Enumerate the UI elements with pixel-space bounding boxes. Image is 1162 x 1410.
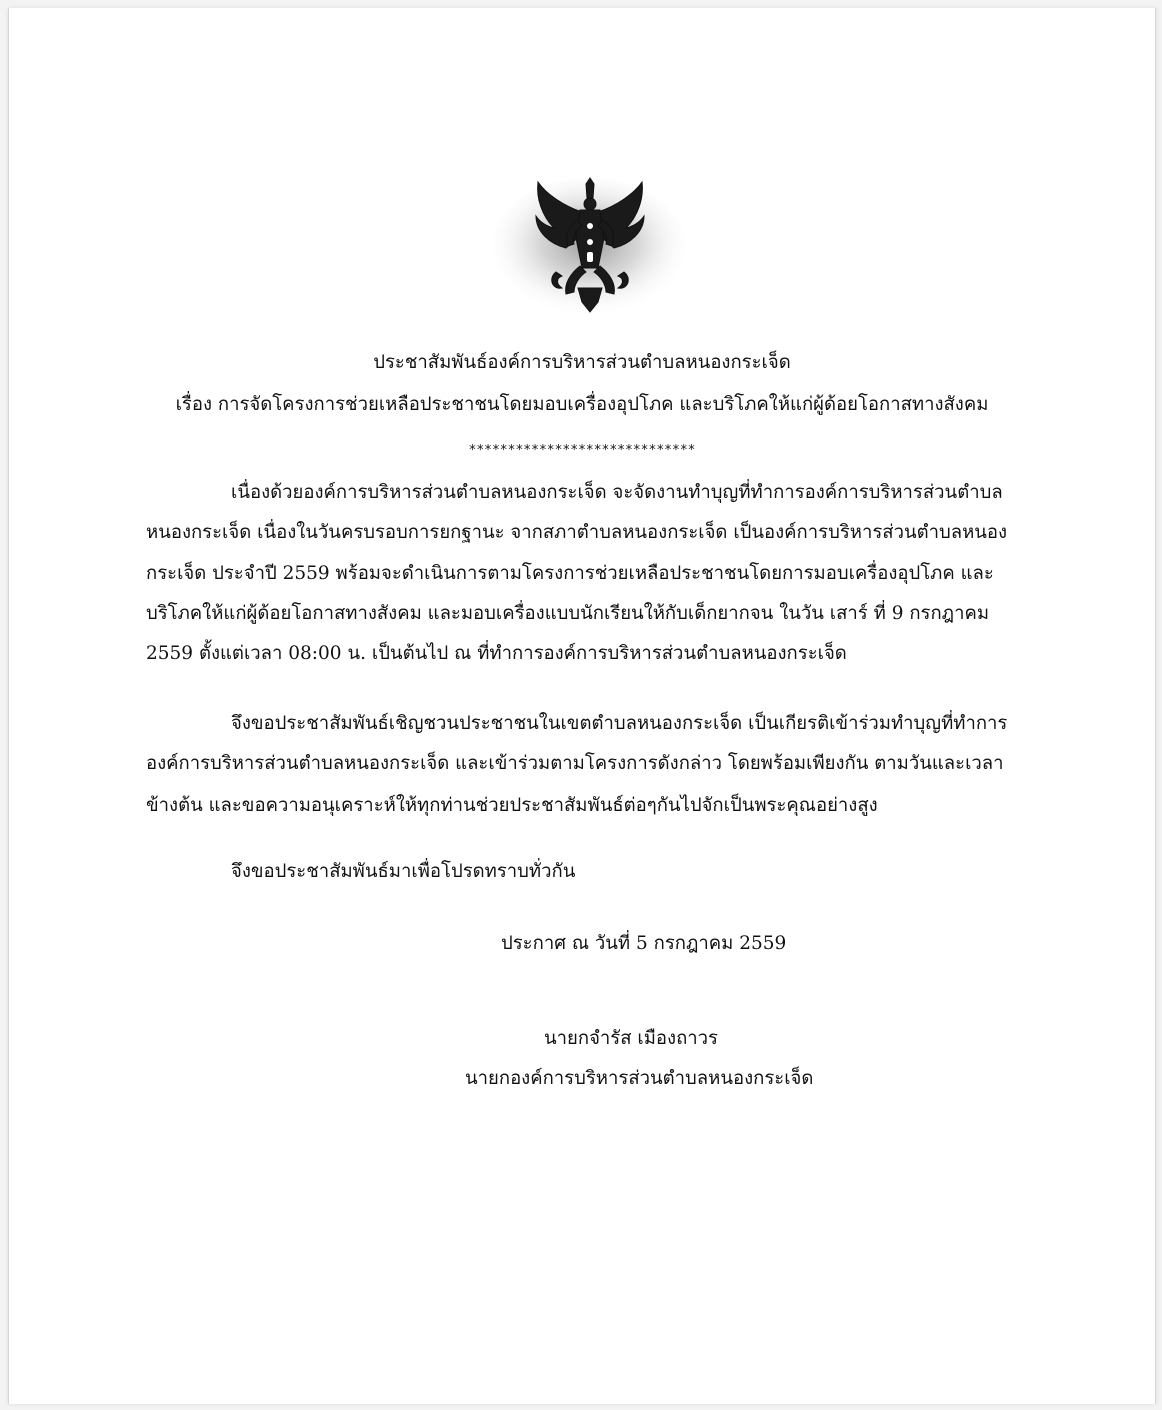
document-page [8, 8, 1156, 1404]
signer-title: นายกองค์การบริหารส่วนตำบลหนองกระเจ็ด [465, 1068, 814, 1089]
document-title: ประชาสัมพันธ์องค์การบริหารส่วนตำบลหนองกระเจ็ด [373, 352, 791, 373]
paragraph-2-line-3: ข้างต้น และขอความอนุเคราะห์ให้ทุกท่านช่วยประชาสัมพันธ์ต่อๆกันไปจักเป็นพระคุณอย่างสูง [146, 795, 878, 816]
paragraph-1-line-4: บริโภคให้แก่ผู้ด้อยโอกาสทางสังคม และมอบเครื่องแบบนักเรียนให้กับเด็กยากจน ในวัน เสาร์ ที่ 9 กรกฎาคม [146, 603, 990, 624]
paragraph-1-line-1: เนื่องด้วยองค์การบริหารส่วนตำบลหนองกระเจ็ด จะจัดงานทำบุญที่ทำการองค์การบริหารส่วนตำบล [231, 482, 1003, 503]
section-divider: ***************************** [468, 443, 696, 458]
garuda-emblem-icon [494, 176, 689, 319]
paragraph-1-line-3: กระเจ็ด ประจำปี 2559 พร้อมจะดำเนินการตามโครงการช่วยเหลือประชาชนโดยการมอบเครื่องอุปโภค และ [146, 563, 994, 584]
document-subject: เรื่อง การจัดโครงการช่วยเหลือประชาชนโดยมอบเครื่องอุปโภค และบริโภคให้แก่ผู้ด้อยโอกาสทางสังคม [175, 394, 989, 415]
signer-name: นายกจำรัส เมืองถาวร [544, 1028, 718, 1049]
paragraph-1-line-5: 2559 ตั้งแต่เวลา 08:00 น. เป็นต้นไป ณ ที่ทำการองค์การบริหารส่วนตำบลหนองกระเจ็ด [146, 643, 847, 664]
paragraph-2-line-2: องค์การบริหารส่วนตำบลหนองกระเจ็ด และเข้าร่วมตามโครงการดังกล่าว โดยพร้อมเพียงกัน ตามวันและเวลา [146, 753, 1004, 774]
closing-line: จึงขอประชาสัมพันธ์มาเพื่อโปรดทราบทั่วกัน [231, 861, 576, 882]
paragraph-2-line-1: จึงขอประชาสัมพันธ์เชิญชวนประชาชนในเขตตำบลหนองกระเจ็ด เป็นเกียรติเข้าร่วมทำบุญที่ทำการ [231, 713, 1008, 734]
paragraph-1-line-2: หนองกระเจ็ด เนื่องในวันครบรอบการยกฐานะ จากสภาตำบลหนองกระเจ็ด เป็นองค์การบริหารส่วนตำบลหนอง [146, 522, 1008, 543]
announcement-date: ประกาศ ณ วันที่ 5 กรกฎาคม 2559 [501, 933, 787, 954]
